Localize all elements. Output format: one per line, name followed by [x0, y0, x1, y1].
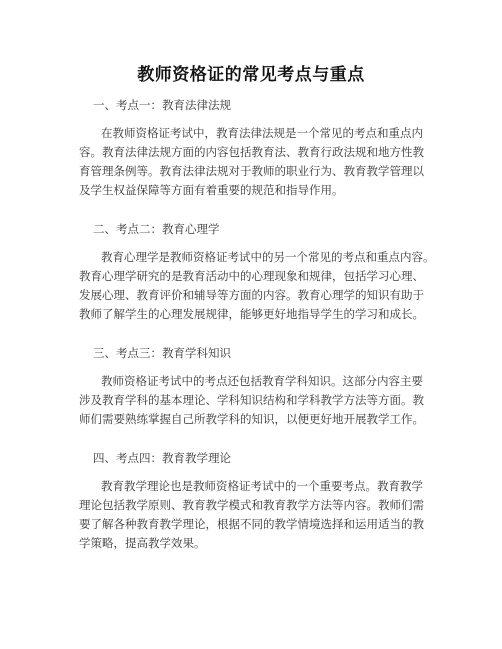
paragraph-line: 育管理条例等。教育法律法规对于教师的职业行为、教育教学管理以	[79, 164, 424, 178]
paragraph-line: 在教师资格证考试中，教育法律法规是一个常见的考点和重点内	[101, 126, 423, 140]
paragraph-line: 及学生权益保障等方面有着重要的规范和指导作用。	[79, 183, 344, 197]
paragraph-line: 要了解各种教育教学理论，根据不同的教学情境选择和运用适当的教	[79, 517, 424, 531]
section-heading-3: 三、考点三：教育学科知识	[93, 346, 231, 360]
paragraph-line: 发展心理、教育评价和辅导等方面的内容。教育心理学的知识有助于	[79, 288, 424, 302]
paragraph-line: 教师资格证考试中的考点还包括教育学科知识。这部分内容主要	[101, 374, 423, 388]
section-heading-4: 四、考点四：教育教学理论	[93, 451, 231, 465]
paragraph-line: 涉及教育学科的基本理论、学科知识结构和学科教学方法等方面。教	[79, 393, 424, 407]
section-heading-1: 一、考点一：教育法律法规	[93, 98, 231, 112]
paragraph-line: 教师了解学生的心理发展规律，能够更好地指导学生的学习和成长。	[79, 307, 424, 321]
paragraph-line: 师们需要熟练掌握自己所教学科的知识，以便更好地开展教学工作。	[79, 412, 424, 426]
section-heading-2: 二、考点二：教育心理学	[93, 222, 220, 236]
paragraph-line: 学策略，提高教学效果。	[79, 536, 206, 550]
paragraph-line: 教育心理学是教师资格证考试中的另一个常见的考点和重点内容。	[101, 250, 435, 264]
document-title: 教师资格证的常见考点与重点	[137, 65, 365, 85]
paragraph-line: 教育教学理论也是教师资格证考试中的一个重要考点。教育教学	[101, 479, 423, 493]
paragraph-line: 容。教育法律法规方面的内容包括教育法、教育行政法规和地方性教	[79, 145, 424, 159]
paragraph-line: 理论包括教学原则、教育教学模式和教育教学方法等内容。教师们需	[79, 498, 424, 512]
paragraph-line: 教育心理学研究的是教育活动中的心理现象和规律，包括学习心理、	[79, 269, 424, 283]
